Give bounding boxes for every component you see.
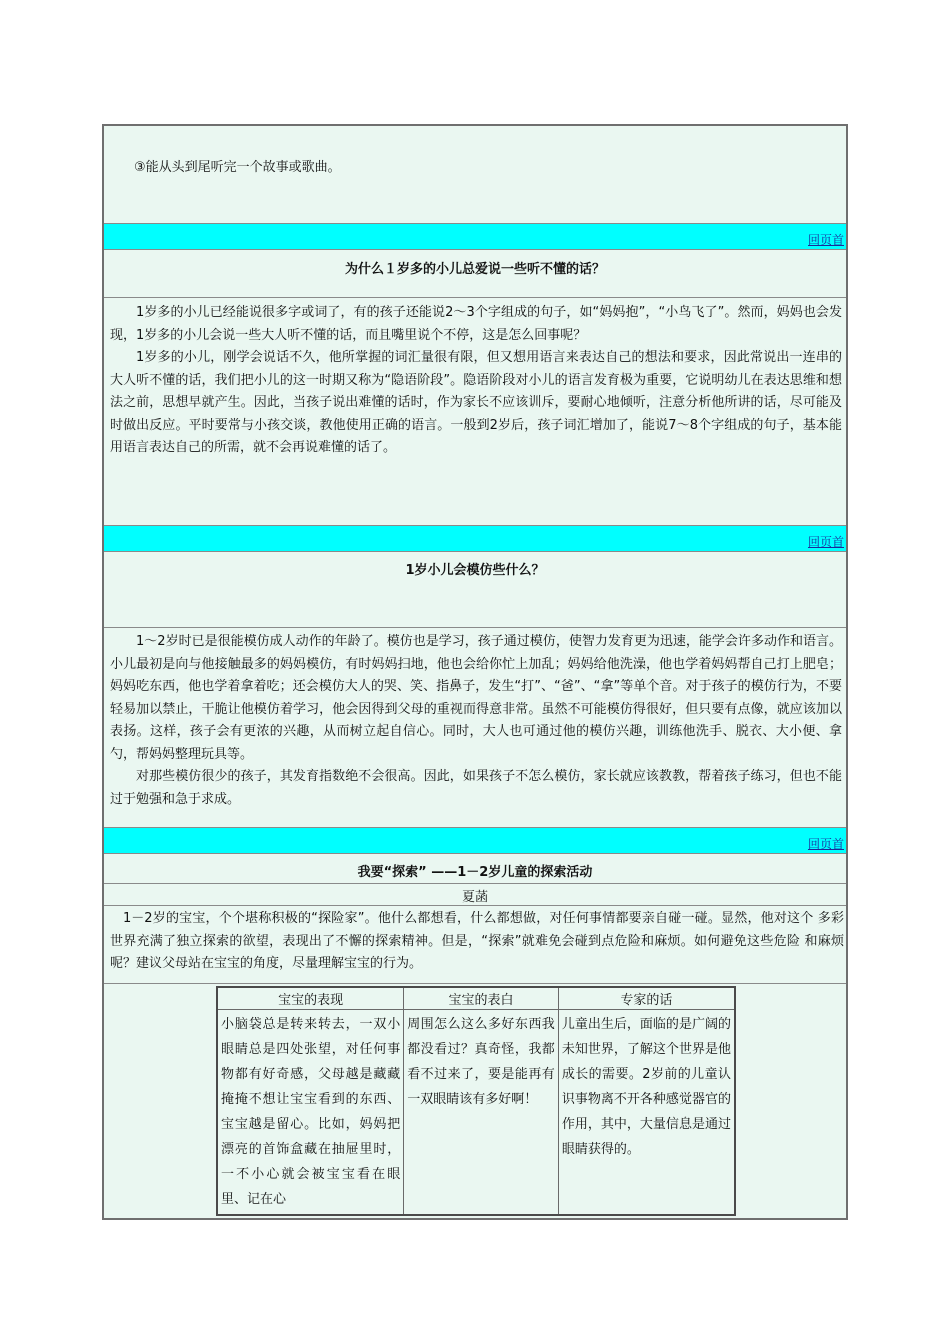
- back-to-top-bar: [104, 526, 846, 552]
- back-to-top-link[interactable]: 回页首: [807, 837, 844, 851]
- section2-body: [104, 628, 846, 828]
- section3-author-row: [104, 884, 846, 906]
- section1-paragraph-2: 1岁多的小儿，刚学会说话不久，他所掌握的词汇量很有限，但又想用语言来表达自己的想法和要求，因此常说出一连串的大人听不懂的话，我们把小儿的这一时期又称为“隐语阶段”。隐语阶段对小儿的语言发育极为重要，它说明幼儿在表达思维和想法之前，思想早就产生。因此，当孩子说出难懂的话时，作为家长不应该训斥，要耐心地倾听，注意分析他所讲的话，尽可能及时做出反应。平时要常与小孩交谈，教他使用正确的语言。一般到2岁后，孩子词汇增加了，能说7～8个字组成的句子，基本能用语言表达自己的所需，就不会再说难懂的话了。: [110, 350, 842, 455]
- back-to-top-bar: [104, 828, 846, 854]
- top-item-text: ③能从头到尾听完一个故事或歌曲。: [134, 160, 341, 175]
- table-header-cell: 宝宝的表白: [404, 987, 559, 1010]
- table-row: [217, 1010, 735, 1216]
- section1-title: 为什么１岁多的小儿总爱说一些听不懂的话？: [344, 262, 605, 277]
- section3-author: 夏菡: [461, 890, 488, 905]
- explore-table: [216, 986, 736, 1216]
- section3-table-row: [104, 984, 846, 1220]
- section2-paragraph-1: 1～2岁时已是很能模仿成人动作的年龄了。模仿也是学习，孩子通过模仿，使智力发育更为迅速，能学会许多动作和语言。小儿最初是向与他接触最多的妈妈模仿，有时妈妈扫地，他也会给你忙上加乱；妈妈给他洗澡，他也学着妈妈帮自己打上肥皂；妈妈吃东西，他也学着拿着吃；还会模仿大人的哭、笑、指鼻子，发生“打”、“爸”、“拿”等单个音。对于孩子的模仿行为，不要轻易加以禁止，干脆让他模仿着学习，他会因得到父母的重视而得意非常。虽然不可能模仿得很好，但只要有点像，就应该加以表扬。这样，孩子会有更浓的兴趣，从而树立起自信心。同时，大人也可通过他的模仿兴趣，训练他洗手、脱衣、大小便、拿勺，帮妈妈整理玩具等。: [110, 634, 842, 762]
- table-cell-expert: 儿童出生后，面临的是广阔的未知世界，了解这个世界是他成长的需要。2岁前的儿童认识事物离不开各种感觉器官的作用，其中，大量信息是通过眼睛获得的。: [558, 1010, 735, 1216]
- section1-paragraph-1: 1岁多的小儿已经能说很多字或词了，有的孩子还能说2～3个字组成的句子，如“妈妈抱”，“小鸟飞了”。然而，妈妈也会发现，1岁多的小儿会说一些大人听不懂的话，而且嘴里说个不停，这是怎么回事呢？: [110, 305, 842, 343]
- table-header-cell: 专家的话: [558, 987, 735, 1010]
- table-cell-statement: 周围怎么这么多好东西我都没看过？真奇怪，我都看不过来了，要是能再有一双眼睛该有多好啊！: [404, 1010, 559, 1216]
- top-item-row: [104, 126, 846, 224]
- section3-intro: 1－2岁的宝宝，个个堪称积极的“探险家”。他什么都想看，什么都想做，对任何事情都要亲自碰一碰。显然，他对这个 多彩世界充满了独立探索的欲望，表现出了不懈的探索精神。但是，“探索”就难免会碰到点危险和麻烦。如何避免这些危险 和麻烦呢？建议父母站在宝宝的角度，尽量理解宝宝的行为。: [110, 911, 844, 971]
- back-to-top-bar: [104, 224, 846, 250]
- article-frame: [102, 124, 848, 1220]
- table-header-row: [217, 987, 735, 1010]
- back-to-top-link[interactable]: 回页首: [807, 233, 844, 247]
- section2-title-row: [104, 552, 846, 628]
- section1-body: [104, 298, 846, 526]
- table-cell-behavior: 小脑袋总是转来转去，一双小眼睛总是四处张望，对任何事物都有好奇感，父母越是藏藏掩掩不想让宝宝看到的东西、宝宝越是留心。比如，妈妈把漂亮的首饰盒藏在抽屉里时，一不小心就会被宝宝看在眼里、记在心: [217, 1010, 404, 1216]
- section3-title: 我要“探索” ——1－2岁儿童的探索活动: [357, 865, 593, 880]
- section2-paragraph-2: 对那些模仿很少的孩子，其发育指数绝不会很高。因此，如果孩子不怎么模仿，家长就应该教教，帮着孩子练习，但也不能过于勉强和急于求成。: [110, 769, 842, 807]
- section2-title: 1岁小儿会模仿些什么？: [405, 563, 545, 578]
- back-to-top-link[interactable]: 回页首: [807, 535, 844, 549]
- section1-title-row: [104, 250, 846, 298]
- section3-intro-row: [104, 906, 846, 984]
- section3-title-row: [104, 854, 846, 884]
- table-header-cell: 宝宝的表现: [217, 987, 404, 1010]
